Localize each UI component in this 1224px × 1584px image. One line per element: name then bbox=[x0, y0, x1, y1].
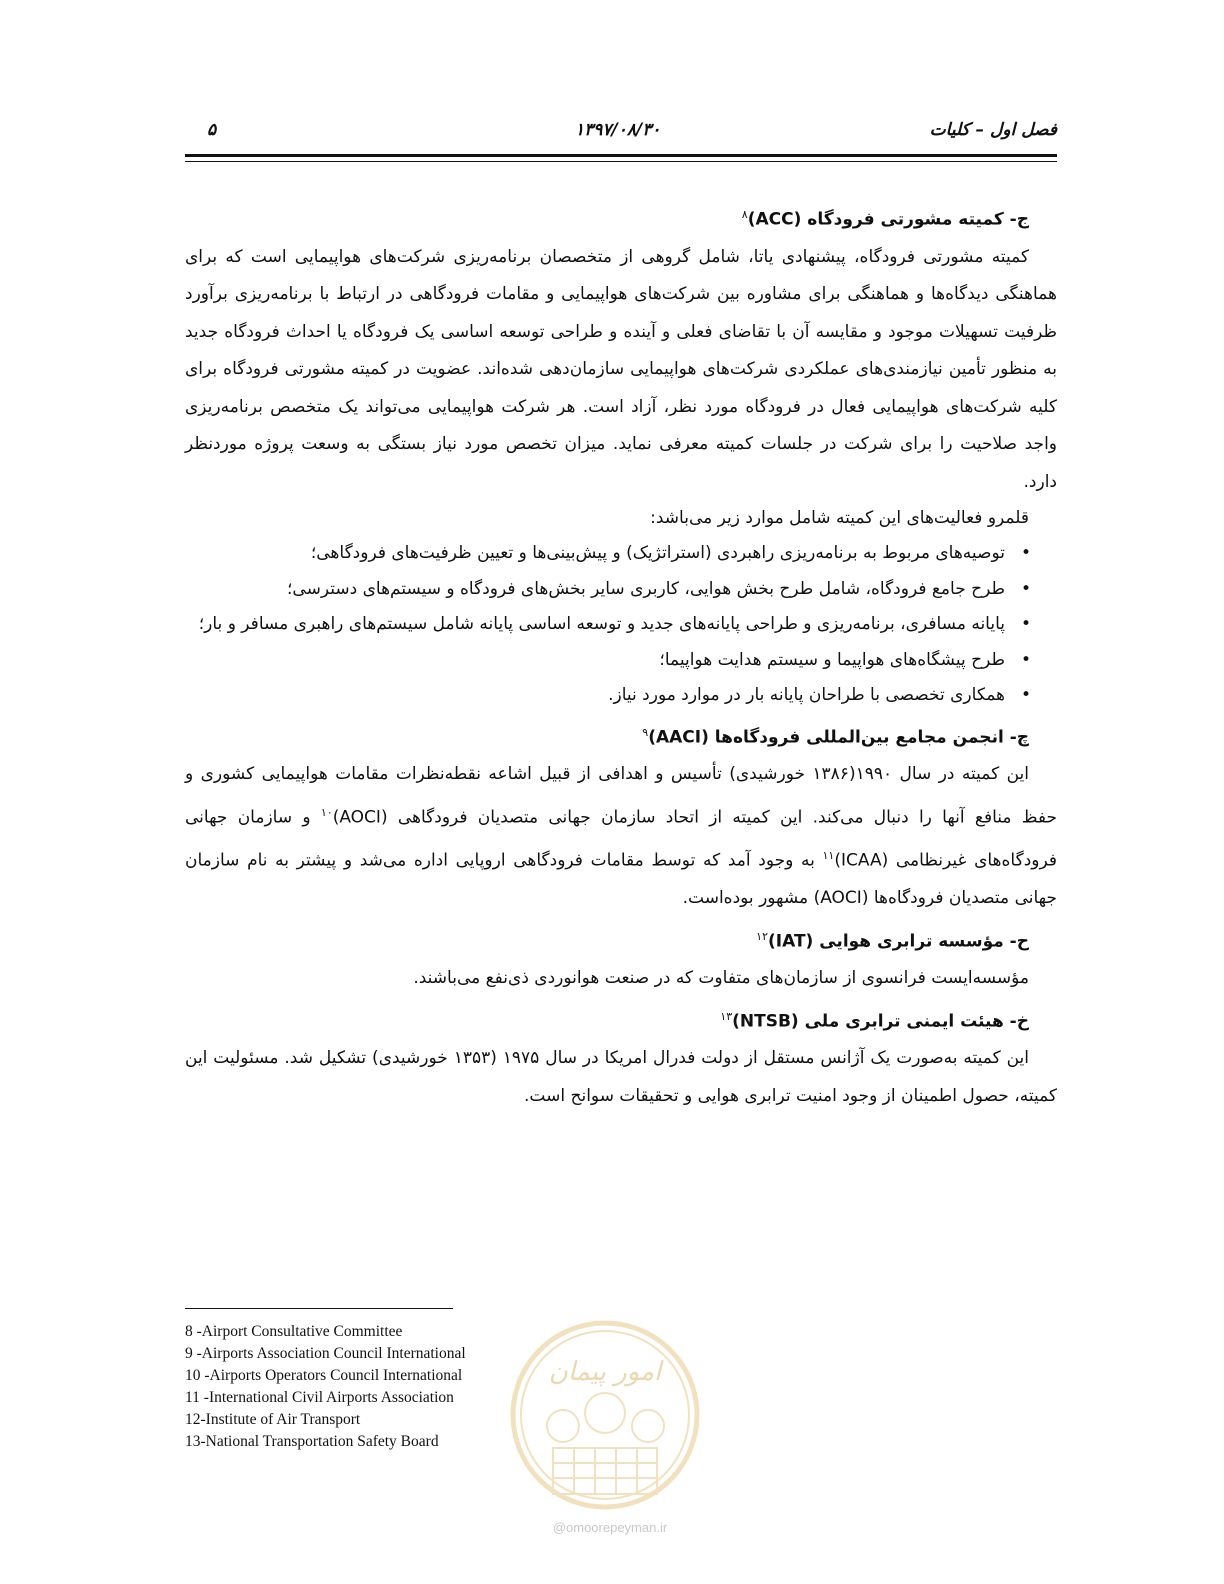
list-item: • طرح پیشگاه‌های هواپیما و سیستم هدایت هواپیما؛ bbox=[185, 643, 1005, 679]
page-number: ۵ bbox=[207, 120, 217, 140]
watermark-logo-icon bbox=[508, 1318, 702, 1512]
footnote-ref-12: ۱۲ bbox=[756, 929, 768, 943]
list-item: • همکاری تخصصی با طراحان پایانه بار در موارد مورد نیاز. bbox=[185, 678, 1005, 714]
section-heading-acc: ج- کمیته مشورتی فرودگاه (ACC)$^۸$ bbox=[741, 208, 1029, 230]
aaci-paragraph: این کمیته در سال ۱۹۹۰(۱۳۸۶ خورشیدی) تأسیس و اهدافی از قبیل اشاعه نقطه‌نظرات مقامات هواپیمایی کشوری و حفظ منافع آنها را دنبال می‌کند. این کمیته از اتحاد سازمان جهانی متصدیان فرودگاهی (AOCI)$^{۱۰}$ و سازمان جهانی فرودگاه‌های غیرنظامی (ICAA)$^{۱۱}$ به وجود آمد که توسط مقامات فرودگاهی اروپایی اداره می‌شد و پیشتر به نام سازمان جهانی متصدیان فرودگاه‌ها (AOCI) مشهور بوده‌است. bbox=[185, 764, 1058, 909]
section-heading-aaci: چ- انجمن مجامع بین‌المللی فرودگاه‌ها (AACI)$^۹$ bbox=[642, 725, 1029, 748]
list-item: • توصیه‌های مربوط به برنامه‌ریزی راهبردی (استراتژیک) و پیش‌بینی‌ها و تعیین ظرفیت‌های فرودگاهی؛ bbox=[185, 536, 1005, 572]
header-date: ۱۳۹۷/۰۸/۳۰ bbox=[575, 120, 661, 140]
header-rule-thin bbox=[185, 161, 1057, 162]
acc-paragraph: کمیته مشورتی فرودگاه، پیشنهادی یاتا، شامل گروهی از متخصصان برنامه‌ریزی شرکت‌های هواپیمایی است که برای هماهنگی دیدگاه‌ها و هماهنگی برای مشاوره بین شرکت‌های هواپیمایی و مقامات فرودگاهی در ارتباط با برنامه‌ریزی برآورد ظرفیت تسهیلات موجود و مقایسه آن با تقاضای فعلی و آینده و طراحی توسعه اساسی یک فرودگاه یا احداث فرودگاه جدید به منظور تأمین نیازمندی‌های عملکردی شرکت‌های هواپیمایی سازمان‌دهی شده‌اند. عضویت در کمیته مشورتی فرودگاه برای کلیه شرکت‌های هواپیمایی فعال در فرودگاه مورد نظر، آزاد است. هر شرکت هواپیمایی می‌تواند یک متخصص برنامه‌ریزی واجد صلاحیت را برای شرکت در جلسات کمیته معرفی نماید. میزان تخصص مورد نیاز بستگی به وسعت پروژه موردنظر دارد. bbox=[185, 246, 1057, 492]
iat-paragraph: مؤسسه‌ایست فرانسوی از سازمان‌های متفاوت که در صنعت هوانوردی ذی‌نفع می‌باشند. bbox=[413, 968, 1029, 989]
footnote-ref-9: ۹ bbox=[642, 725, 649, 739]
list-item: • طرح جامع فرودگاه، شامل طرح بخش هوایی، کاربری سایر بخش‌های فرودگاه و سیستم‌های دسترسی؛ bbox=[185, 572, 1005, 608]
page-header bbox=[185, 118, 1057, 146]
header-rule-thick bbox=[185, 154, 1057, 157]
footnote-item: 12-Institute of Air Transport bbox=[185, 1411, 361, 1428]
footnote-item: 8 -Airport Consultative Committee bbox=[185, 1323, 403, 1340]
watermark-site: @omoorepeyman.ir bbox=[552, 1520, 668, 1535]
footnote-ref-11: ۱۱ bbox=[822, 848, 835, 862]
footnote-item: 9 -Airports Association Council International bbox=[185, 1345, 466, 1362]
acc-scope-list bbox=[185, 536, 1057, 714]
section-heading-iat: ح- مؤسسه ترابری هوایی (IAT)$^{۱۲}$ bbox=[756, 929, 1029, 952]
footnote-separator bbox=[185, 1308, 453, 1309]
ntsb-paragraph: این کمیته به‌صورت یک آژانس مستقل از دولت فدرال امریکا در سال ۱۹۷۵ (۱۳۵۳ خورشیدی) تشکیل شد. مسئولیت این کمیته، حصول اطمینان از وجود امنیت ترابری هوایی و تحقیقات سوانح است. bbox=[185, 1048, 1057, 1106]
footnote-item: 13-National Transportation Safety Board bbox=[185, 1433, 439, 1450]
footnote-item: 11 -International Civil Airports Association bbox=[185, 1389, 454, 1406]
footnote-item: 10 -Airports Operators Council International bbox=[185, 1367, 463, 1384]
chapter-title: فصل اول – کلیات bbox=[929, 120, 1057, 140]
section-heading-ntsb: خ- هیئت ایمنی ترابری ملی (NTSB)$^{۱۳}$ bbox=[720, 1009, 1029, 1032]
footnote-ref-10: ۱۰ bbox=[320, 805, 333, 819]
footnotes bbox=[185, 1321, 545, 1453]
footnote-ref-13: ۱۳ bbox=[720, 1009, 733, 1023]
footnote-ref-8: ۸ bbox=[741, 208, 748, 221]
watermark-text: امور پیمان bbox=[548, 1357, 662, 1387]
acc-scope-intro: قلمرو فعالیت‌های این کمیته شامل موارد زیر می‌باشد: bbox=[650, 508, 1029, 529]
list-item: • پایانه مسافری، برنامه‌ریزی و طراحی پایانه‌های جدید و توسعه اساسی پایانه شامل سیستم‌های راهبری مسافر و بار؛ bbox=[185, 607, 1005, 643]
page-body bbox=[185, 196, 1057, 1115]
